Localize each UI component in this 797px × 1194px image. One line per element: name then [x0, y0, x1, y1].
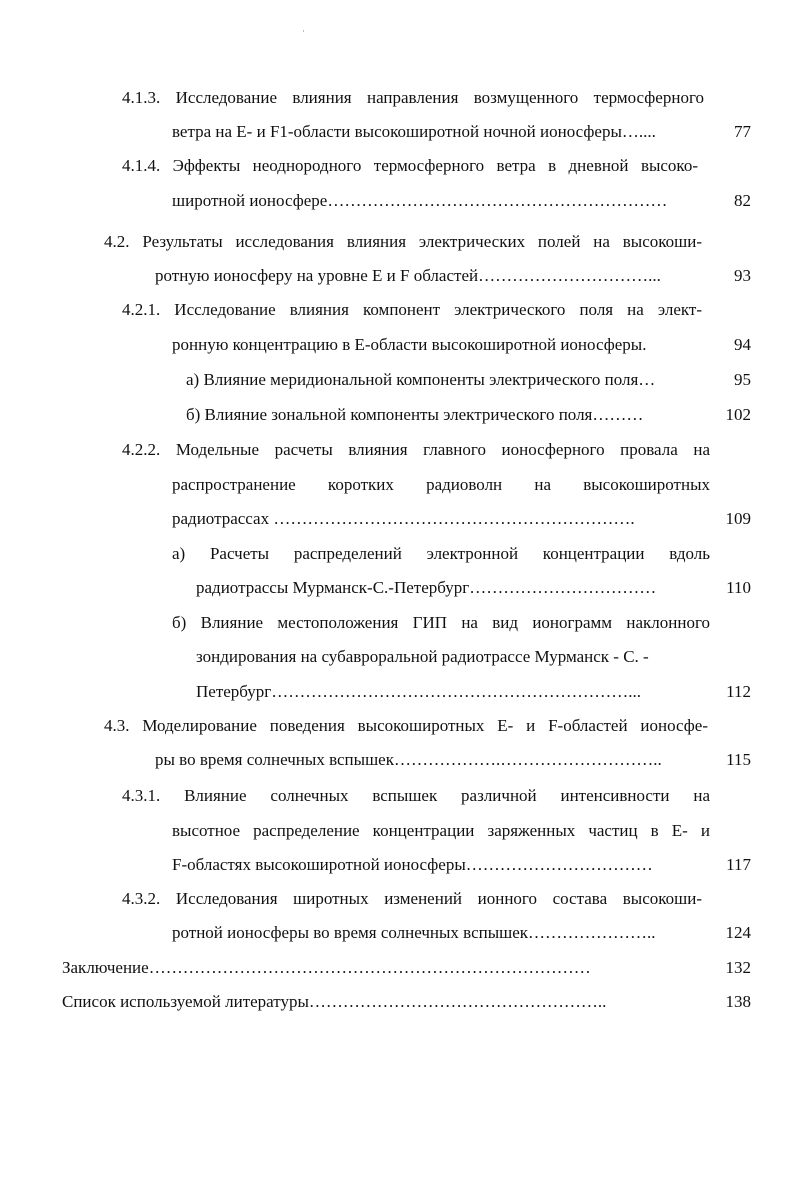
toc-page-number: 82	[734, 191, 751, 210]
toc-entry-4-2-1-line-1: 4.2.1. Исследование влияния компонент электрического поля на элект-	[122, 300, 702, 319]
toc-page-number: 112	[726, 682, 751, 701]
toc-entry-4-1-3-line-2: ветра на Е- и F1-области высокоширотной ночной ионосферы…....	[172, 122, 656, 141]
toc-entry-conclusion: Заключение……………………………………………………………………	[62, 958, 591, 977]
toc-page-number: 77	[734, 122, 751, 141]
toc-page-number: 93	[734, 266, 751, 285]
toc-page-number: 132	[725, 958, 751, 977]
toc-page-number: 115	[726, 750, 751, 769]
toc-page-number: 94	[734, 335, 751, 354]
toc-page-number: 124	[725, 923, 751, 942]
toc-entry-4-2-2-a-line-1: а) Расчеты распределений электронной концентрации вдоль	[172, 544, 710, 563]
toc-entry-4-2-2-b-line-2: зондирования на субавроральной радиотрассе Мурманск - С. -	[196, 647, 649, 666]
toc-entry-4-3-1-line-1: 4.3.1. Влияние солнечных вспышек различной интенсивности на	[122, 786, 710, 805]
toc-entry-4-2-line-2: ротную ионосферу на уровне Е и F областей…………………………...	[155, 266, 661, 285]
scan-mark	[303, 30, 304, 32]
toc-page-number: 110	[726, 578, 751, 597]
toc-entry-4-1-3-line-1: 4.1.3. Исследование влияния направления возмущенного термосферного	[122, 88, 704, 107]
toc-entry-4-3-2-line-2: ротной ионосферы во время солнечных вспышек…………………..	[172, 923, 656, 942]
toc-entry-references: Список используемой литературы……………………………………………..	[62, 992, 607, 1011]
toc-entry-4-2-2-b-line-3: Петербург………………………………………………………...	[196, 682, 642, 701]
toc-entry-4-2-1-line-2: ронную концентрацию в Е-области высокоширотной ионосферы.	[172, 335, 647, 354]
toc-entry-4-2-2-line-1: 4.2.2. Модельные расчеты влияния главного ионосферного провала на	[122, 440, 710, 459]
toc-entry-4-2-1-a: а) Влияние меридиональной компоненты электрического поля…	[186, 370, 656, 389]
toc-entry-4-2-1-b: б) Влияние зональной компоненты электрического поля………	[186, 405, 644, 424]
toc-entry-4-3-line-2: ры во время солнечных вспышек……………….………………………..	[155, 750, 662, 769]
toc-page-number: 109	[725, 509, 751, 528]
toc-entry-4-1-4-line-1: 4.1.4. Эффекты неоднородного термосферного ветра в дневной высоко-	[122, 156, 698, 175]
toc-entry-4-2-2-line-2: распространение коротких радиоволн на высокоширотных	[172, 475, 710, 494]
toc-entry-4-3-1-line-3: F-областях высокоширотной ионосферы……………………………	[172, 855, 653, 874]
toc-entry-4-2-2-b-line-1: б) Влияние местоположения ГИП на вид ионограмм наклонного	[172, 613, 710, 632]
toc-entry-4-3-1-line-2: высотное распределение концентрации заряженных частиц в Е- и	[172, 821, 710, 840]
toc-entry-4-2-line-1: 4.2. Результаты исследования влияния электрических полей на высокоши-	[104, 232, 702, 251]
toc-page-number: 95	[734, 370, 751, 389]
toc-entry-4-1-4-line-2: широтной ионосфере……………………………………………………	[172, 191, 668, 210]
toc-entry-4-3-line-1: 4.3. Моделирование поведения высокоширотных Е- и F-областей ионосфе-	[104, 716, 708, 735]
toc-entry-4-2-2-line-3: радиотрассах ……………………………………………………….	[172, 509, 635, 528]
toc-page-number: 117	[726, 855, 751, 874]
toc-entry-4-3-2-line-1: 4.3.2. Исследования широтных изменений ионного состава высокоши-	[122, 889, 702, 908]
toc-page-number: 138	[725, 992, 751, 1011]
toc-entry-4-2-2-a-line-2: радиотрассы Мурманск-С.-Петербург……………………………	[196, 578, 657, 597]
toc-page-number: 102	[725, 405, 751, 424]
